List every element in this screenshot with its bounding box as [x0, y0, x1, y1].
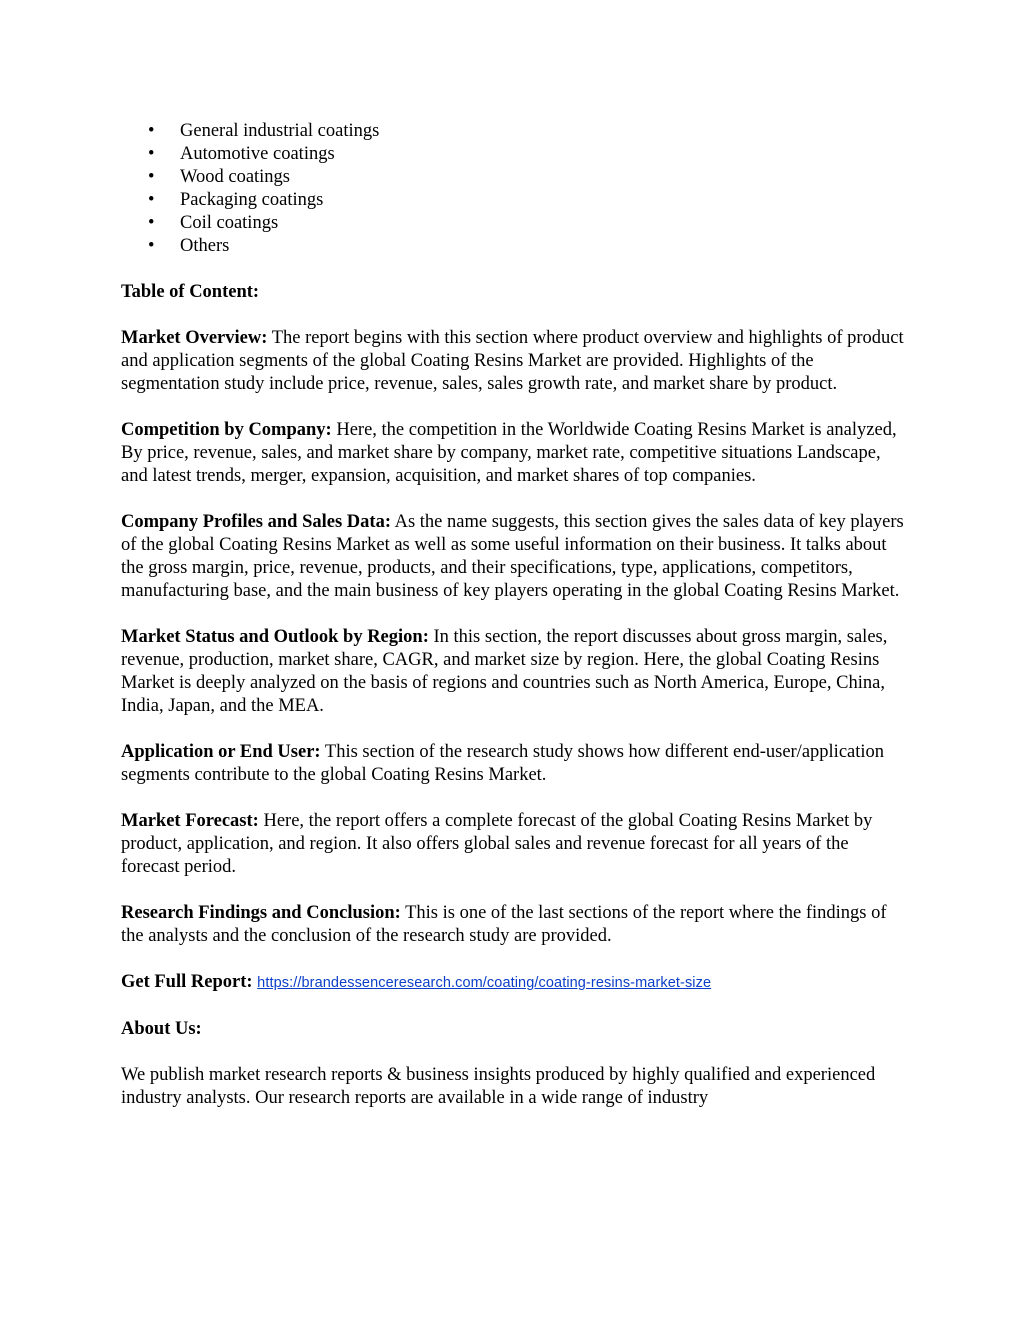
section-company-profiles	[121, 511, 911, 603]
bullet-dot-icon: •	[148, 167, 155, 187]
bullet-item	[121, 189, 911, 212]
bullet-text: Others	[180, 236, 230, 256]
section-competition-by-company	[121, 419, 911, 488]
bullet-dot-icon: •	[148, 236, 155, 256]
section-market-forecast	[121, 810, 911, 879]
section-market-status-by-region	[121, 626, 911, 718]
section-title: Company Profiles and Sales Data:	[121, 512, 391, 532]
about-us-heading: About Us:	[121, 1019, 202, 1039]
full-report-link[interactable]: https://brandessenceresearch.com/coating/coating-resins-market-size	[257, 975, 712, 991]
section-body: Here, the competition in the Worldwide Coating Resins Market is analyzed, By price, revenue, sales, and market share by company, market rate, competitive situations Landscape, and latest trends, merger, expansion, acquisition, and market shares of top companies.	[121, 420, 897, 486]
bullet-item	[121, 212, 911, 235]
bullet-text: Automotive coatings	[180, 144, 335, 164]
bullet-text: Wood coatings	[180, 167, 291, 187]
section-body: This section of the research study shows how different end-user/application segments contribute to the global Coating Resins Market.	[121, 742, 885, 785]
section-title: Market Forecast:	[121, 811, 259, 831]
bullet-item	[121, 166, 911, 189]
full-report-label: Get Full Report:	[121, 972, 253, 992]
bullet-item	[121, 143, 911, 166]
section-market-overview	[121, 327, 911, 396]
section-title: Application or End User:	[121, 742, 321, 762]
section-body: As the name suggests, this section gives the sales data of key players of the global Coating Resins Market as well as some useful information on their business. It talks about the gross margin, price, revenue, products, and their specifications, type, applications, competitors, manufacturing base, and the main business of key players operating in the global Coating Resins Market.	[121, 512, 904, 601]
bullet-item	[121, 120, 911, 143]
section-title: Market Overview:	[121, 328, 268, 348]
section-title: Market Status and Outlook by Region:	[121, 627, 429, 647]
bullet-dot-icon: •	[148, 213, 155, 233]
section-body: The report begins with this section where product overview and highlights of product and application segments of the global Coating Resins Market are provided. Highlights of the segmentation study include price, revenue, sales, sales growth rate, and market share by product.	[121, 328, 904, 394]
bullet-dot-icon: •	[148, 144, 155, 164]
document-page	[121, 120, 911, 1133]
section-body: In this section, the report discusses about gross margin, sales, revenue, production, market share, CAGR, and market size by region. Here, the global Coating Resins Market is deeply analyzed on the basis of regions and countries such as North America, Europe, China, India, Japan, and the MEA.	[121, 627, 888, 716]
section-research-findings	[121, 902, 911, 948]
bullet-text: General industrial coatings	[180, 121, 380, 141]
section-title: Competition by Company:	[121, 420, 332, 440]
bullet-dot-icon: •	[148, 121, 155, 141]
section-body: This is one of the last sections of the report where the findings of the analysts and the conclusion of the research study are provided.	[121, 903, 887, 946]
bullet-text: Packaging coatings	[180, 190, 324, 210]
table-of-content-heading: Table of Content:	[121, 282, 260, 302]
full-report-line	[121, 971, 911, 995]
about-us-body: We publish market research reports & business insights produced by highly qualified and experienced industry analysts. Our research reports are available in a wide range of industry	[121, 1065, 876, 1108]
bullet-dot-icon: •	[148, 190, 155, 210]
bullet-text: Coil coatings	[180, 213, 279, 233]
section-application-end-user	[121, 741, 911, 787]
bullet-item	[121, 235, 911, 258]
section-body: Here, the report offers a complete forecast of the global Coating Resins Market by product, application, and region. It also offers global sales and revenue forecast for all years of the forecast period.	[121, 811, 873, 877]
application-bullet-list	[121, 120, 911, 258]
section-title: Research Findings and Conclusion:	[121, 903, 401, 923]
